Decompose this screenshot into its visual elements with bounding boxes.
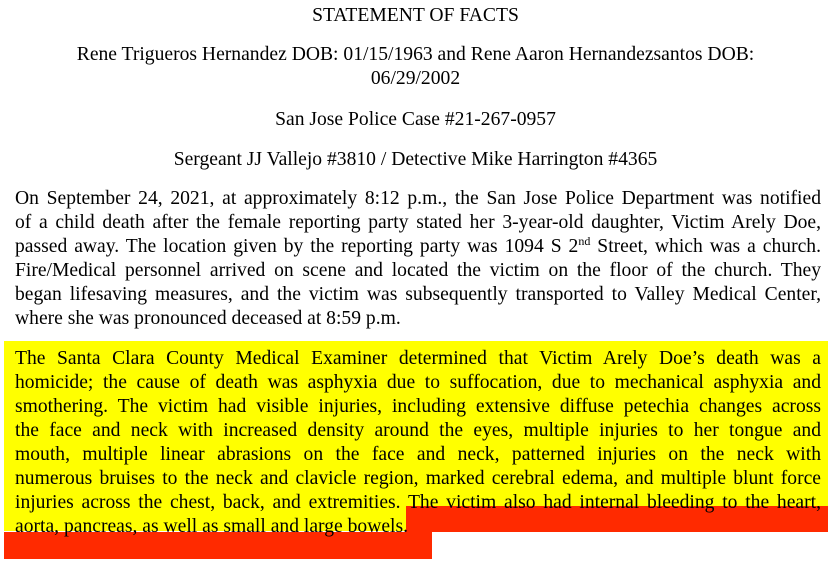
officers-line: Sergeant JJ Vallejo #3810 / Detective Mike Harrington #4365 bbox=[173, 149, 658, 170]
paragraph-line: Fire/Medical personnel arrived on scene and located the victim on the floor of the church. They bbox=[15, 260, 821, 281]
paragraph-line: began lifesaving measures, and the victim was subsequently transported to Valley Medical Center, bbox=[15, 284, 821, 305]
paragraph-medical-examiner bbox=[15, 347, 821, 539]
document-title: STATEMENT OF FACTS bbox=[312, 5, 519, 26]
paragraph-line bbox=[15, 235, 821, 259]
defendants-line-1: Rene Trigueros Hernandez DOB: 01/15/1963 and Rene Aaron Hernandezsantos DOB: bbox=[76, 44, 755, 65]
paragraph-line: homicide; the cause of death was asphyxia due to suffocation, due to mechanical asphyxia and bbox=[15, 372, 821, 393]
paragraph-incident bbox=[15, 187, 821, 331]
paragraph-line: The Santa Clara County Medical Examiner determined that Victim Arely Doe’s death was a bbox=[15, 348, 821, 369]
paragraph-line: numerous bruises to the neck and clavicle region, marked cerebral edema, and multiple blunt force bbox=[15, 468, 821, 489]
defendants-line-2: 06/29/2002 bbox=[370, 68, 461, 89]
paragraph-line: On September 24, 2021, at approximately 8:12 p.m., the San Jose Police Department was notified bbox=[15, 188, 821, 209]
paragraph-line: the face and neck with increased density around the eyes, multiple injuries to her tongue and bbox=[15, 420, 821, 441]
line-text: passed away. The location given by the reporting party was 1094 S 2 bbox=[15, 236, 579, 257]
paragraph-line: mouth, multiple linear abrasions on the face and neck, patterned injuries on the neck with bbox=[15, 444, 821, 465]
red-highlighted-line: aorta, pancreas, as well as small and large bowels. bbox=[15, 516, 409, 537]
yellow-highlighted-text: injuries across the chest, back, and extremities. bbox=[15, 492, 408, 513]
line-text: Street, which was a church. bbox=[590, 236, 821, 257]
paragraph-line: where she was pronounced deceased at 8:59 p.m. bbox=[15, 308, 401, 329]
case-number: San Jose Police Case #21-267-0957 bbox=[275, 109, 556, 130]
paragraph-line bbox=[15, 491, 821, 515]
ordinal-superscript: nd bbox=[578, 234, 591, 248]
red-highlighted-text: The victim also had internal bleeding to the heart, bbox=[407, 492, 821, 513]
paragraph-line: smothering. The victim had visible injuries, including extensive diffuse petechia changes across bbox=[15, 396, 821, 417]
paragraph-line: of a child death after the female reporting party stated her 3-year-old daughter, Victim Arely Doe, bbox=[15, 212, 821, 233]
